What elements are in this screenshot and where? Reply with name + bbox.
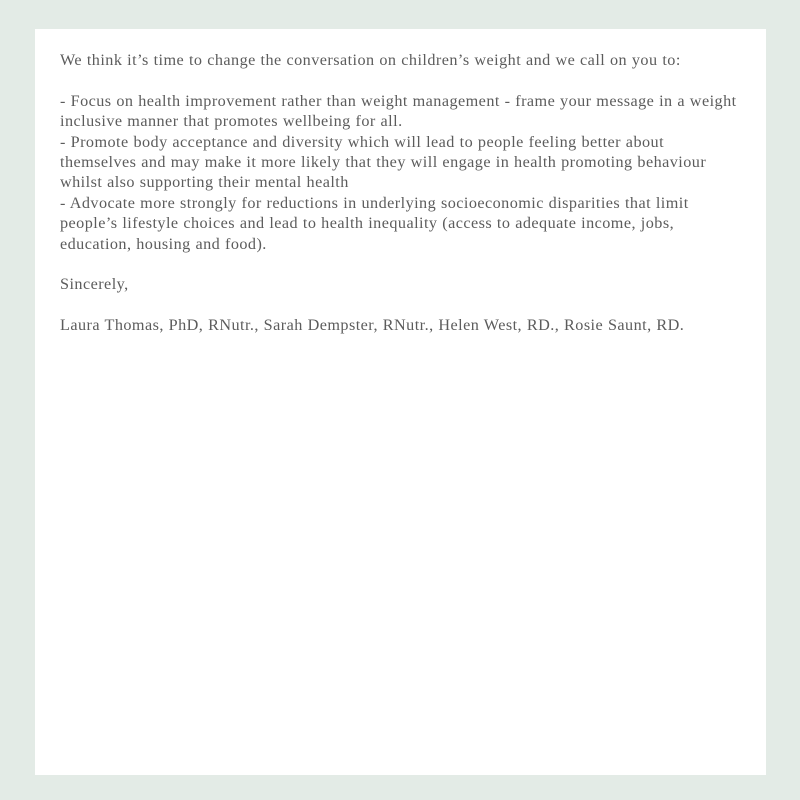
bullet-item-body-acceptance: - Promote body acceptance and diversity which will lead to people feeling better about themselves and may make it more likely that they will engage in health promoting behaviour whilst also supporting their mental health: [60, 132, 707, 192]
letter-closing: Sincerely,: [60, 275, 129, 294]
letter-signatories: Laura Thomas, PhD, RNutr., Sarah Dempster, RNutr., Helen West, RD., Rosie Saunt, RD.: [60, 316, 685, 335]
bullet-item-socioeconomic: - Advocate more strongly for reductions in underlying socioeconomic disparities that limit people’s lifestyle choices and lead to health inequality (access to adequate income, jobs, education, housing and food).: [60, 193, 689, 253]
letter-body: [60, 50, 741, 336]
bullet-item-focus-health: - Focus on health improvement rather than weight management - frame your message in a weight inclusive manner that promotes wellbeing for all.: [60, 91, 737, 131]
letter-card: [35, 29, 766, 775]
bullet-list: [60, 91, 741, 254]
letter-intro: We think it’s time to change the conversation on children’s weight and we call on you to:: [60, 51, 681, 69]
